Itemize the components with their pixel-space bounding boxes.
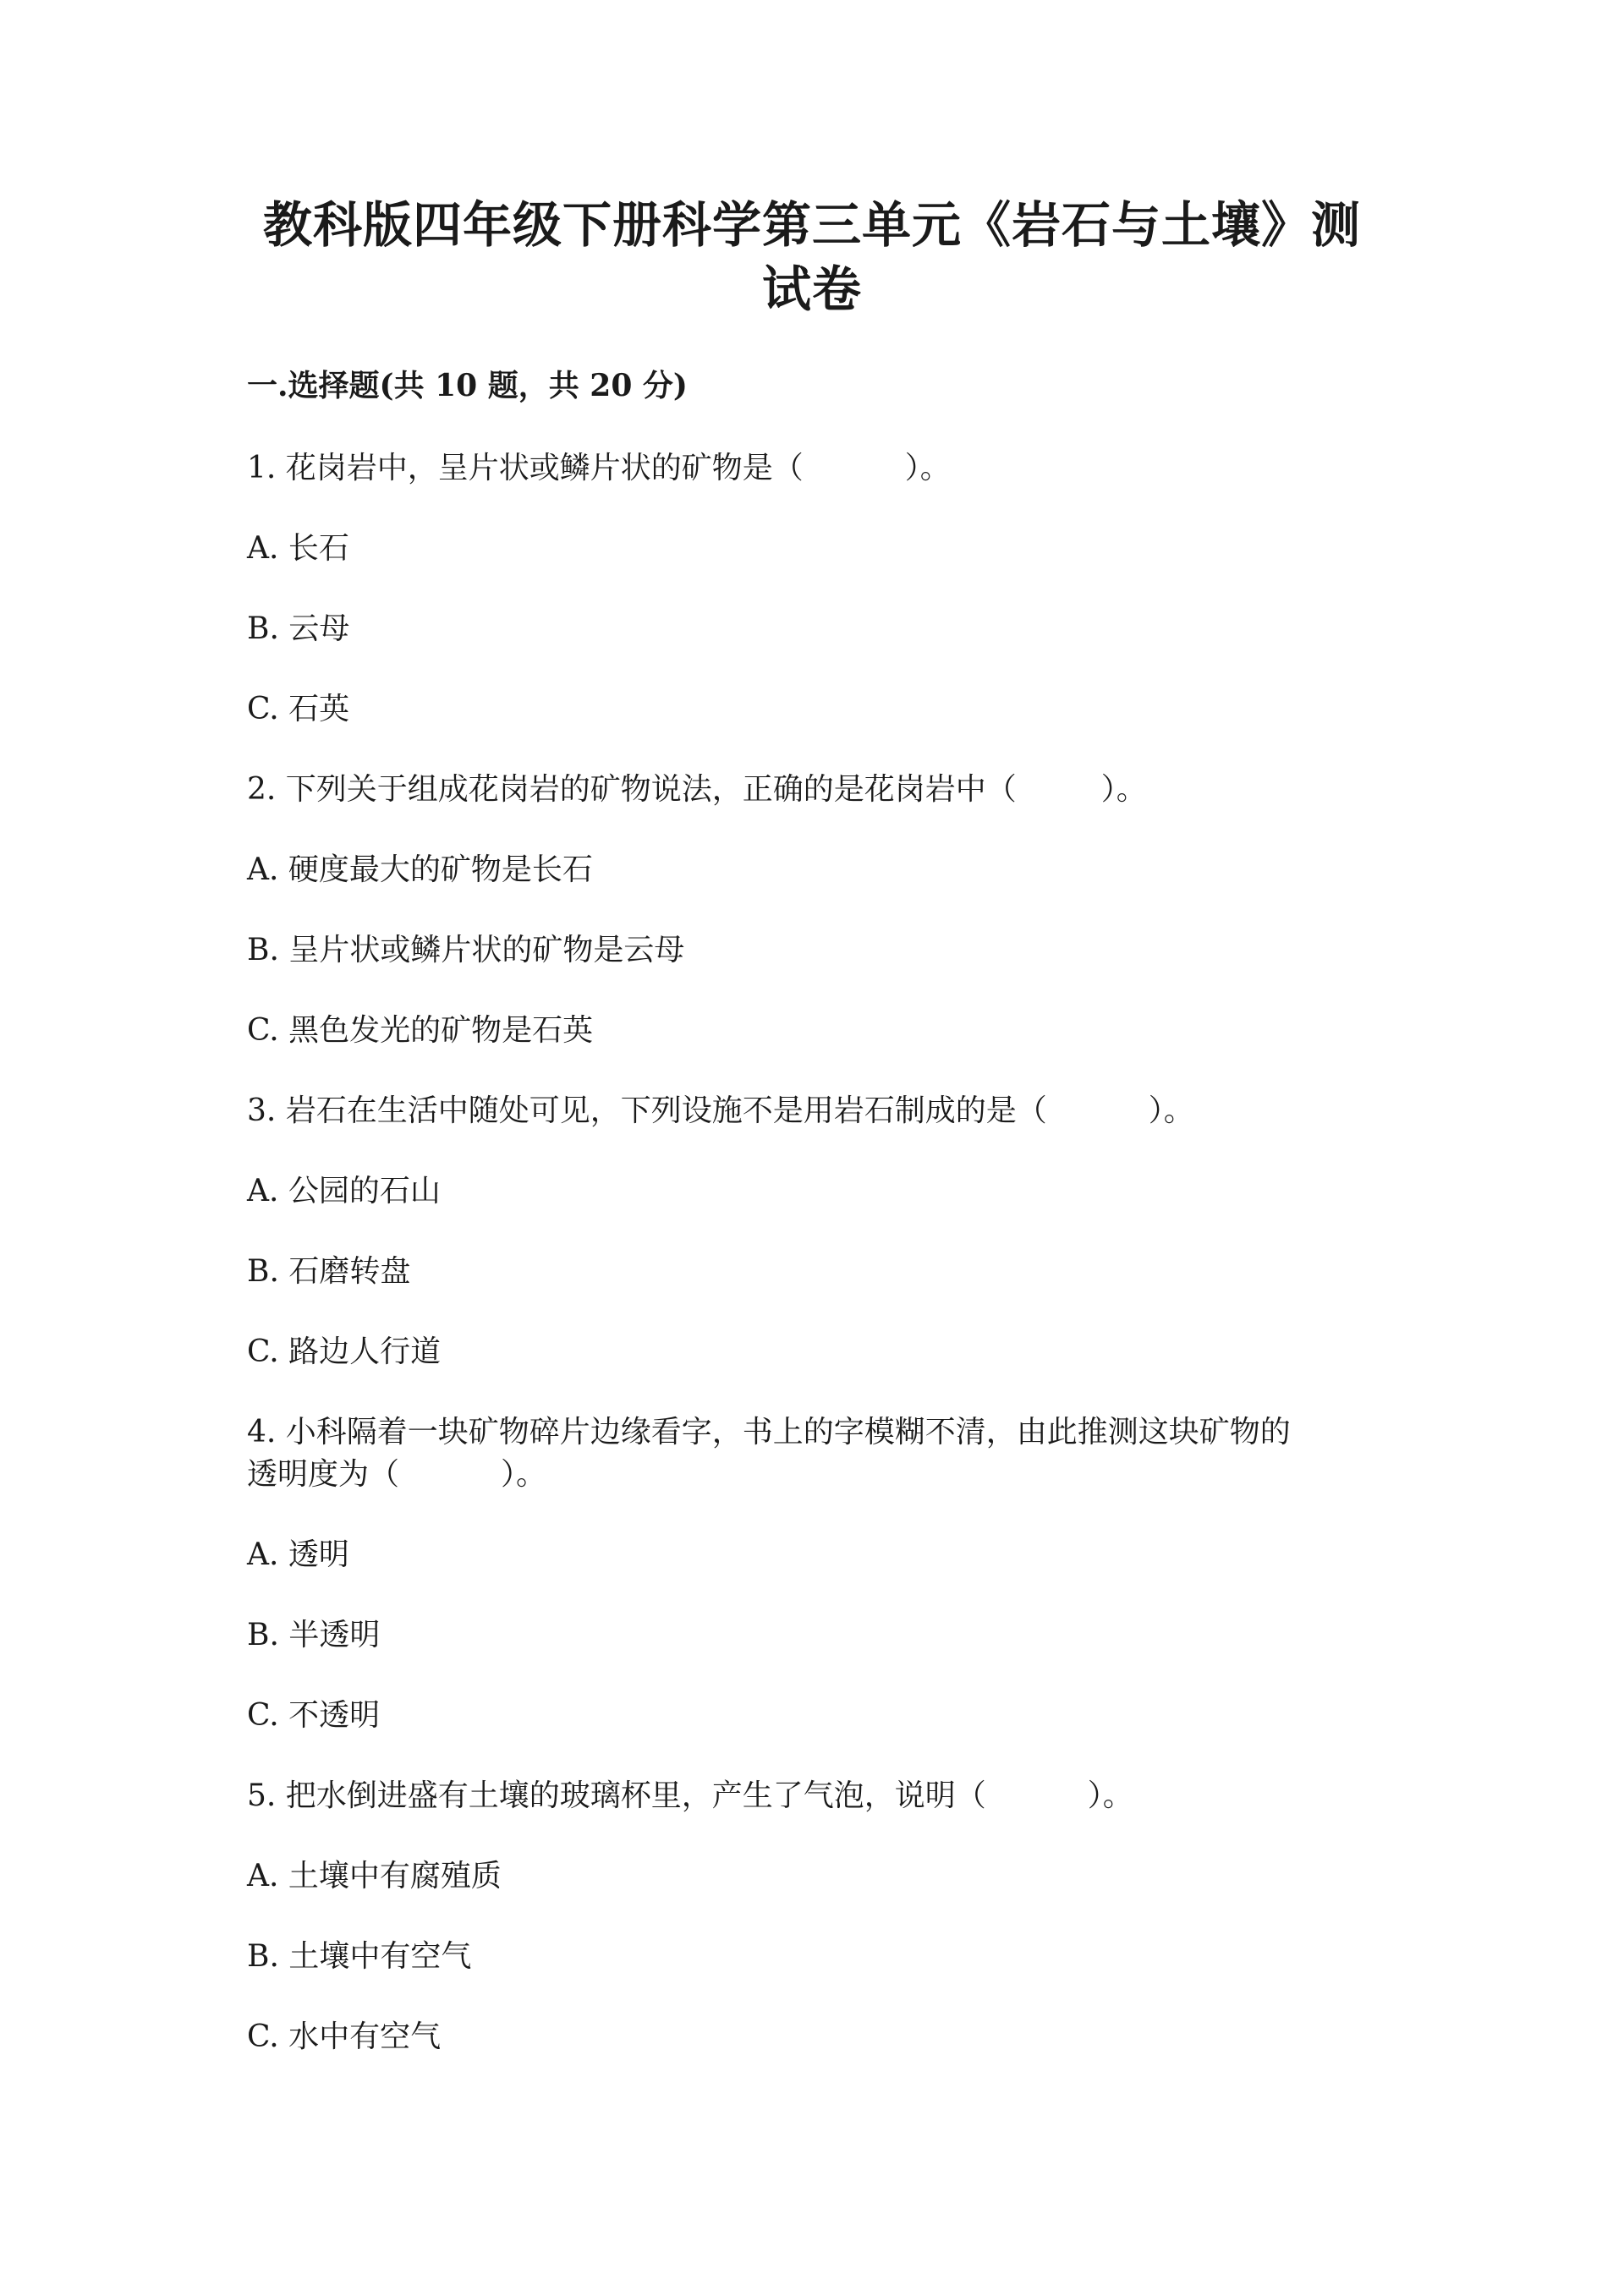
question-1-option-b: B. 云母 xyxy=(247,611,350,646)
page-title xyxy=(220,193,1404,321)
question-5-option-c: C. 水中有空气 xyxy=(247,2019,442,2054)
section-heading: 一.选择题(共 10 题，共 20 分) xyxy=(247,368,688,403)
question-2-stem xyxy=(247,767,1147,813)
question-stem-end: ）。 xyxy=(1148,1093,1194,1128)
question-5-option-a: A. 土壤中有腐殖质 xyxy=(247,1859,502,1893)
question-stem-end: ）。 xyxy=(1087,1778,1133,1813)
question-stem-text: 3. 岩石在生活中随处可见，下列设施不是用岩石制成的是（ xyxy=(247,1093,1047,1128)
question-4-stem-line-1: 4. 小科隔着一块矿物碎片边缘看字，书上的字模糊不清，由此推测这块矿物的 xyxy=(247,1415,1291,1449)
question-stem-end: ）。 xyxy=(501,1457,547,1492)
question-3-option-a: A. 公园的石山 xyxy=(247,1174,441,1208)
question-3-option-c: C. 路边人行道 xyxy=(247,1334,442,1369)
question-4-option-c: C. 不透明 xyxy=(247,1698,381,1733)
question-2-option-c: C. 黑色发光的矿物是石英 xyxy=(247,1013,594,1048)
question-stem-end: ）。 xyxy=(904,451,951,485)
question-4-option-b: B. 半透明 xyxy=(247,1618,381,1652)
question-4-option-a: A. 透明 xyxy=(247,1537,349,1572)
question-5-stem xyxy=(247,1773,1133,1819)
question-1-option-c: C. 石英 xyxy=(247,692,350,726)
question-stem-end: ）。 xyxy=(1100,772,1147,807)
question-1-stem xyxy=(247,446,951,491)
question-1-option-a: A. 长石 xyxy=(247,531,349,566)
question-2-option-a: A. 硬度最大的矿物是长石 xyxy=(247,852,593,887)
question-5-option-b: B. 土壤中有空气 xyxy=(247,1939,472,1974)
title-line-2: 试卷 xyxy=(761,260,862,318)
question-3-stem xyxy=(247,1088,1194,1134)
question-4-stem-line-2 xyxy=(247,1452,546,1498)
question-2-option-b: B. 呈片状或鳞片状的矿物是云母 xyxy=(247,933,685,967)
question-stem-text: 2. 下列关于组成花岗岩的矿物说法，正确的是花岗岩中（ xyxy=(247,772,1017,807)
question-stem-text: 透明度为（ xyxy=(247,1457,400,1492)
title-line-1: 教科版四年级下册科学第三单元《岩石与土壤》测 xyxy=(262,196,1361,254)
question-stem-text: 1. 花岗岩中，呈片状或鳞片状的矿物是（ xyxy=(247,451,804,485)
question-stem-text: 5. 把水倒进盛有土壤的玻璃杯里，产生了气泡，说明（ xyxy=(247,1778,986,1813)
question-3-option-b: B. 石磨转盘 xyxy=(247,1254,411,1289)
